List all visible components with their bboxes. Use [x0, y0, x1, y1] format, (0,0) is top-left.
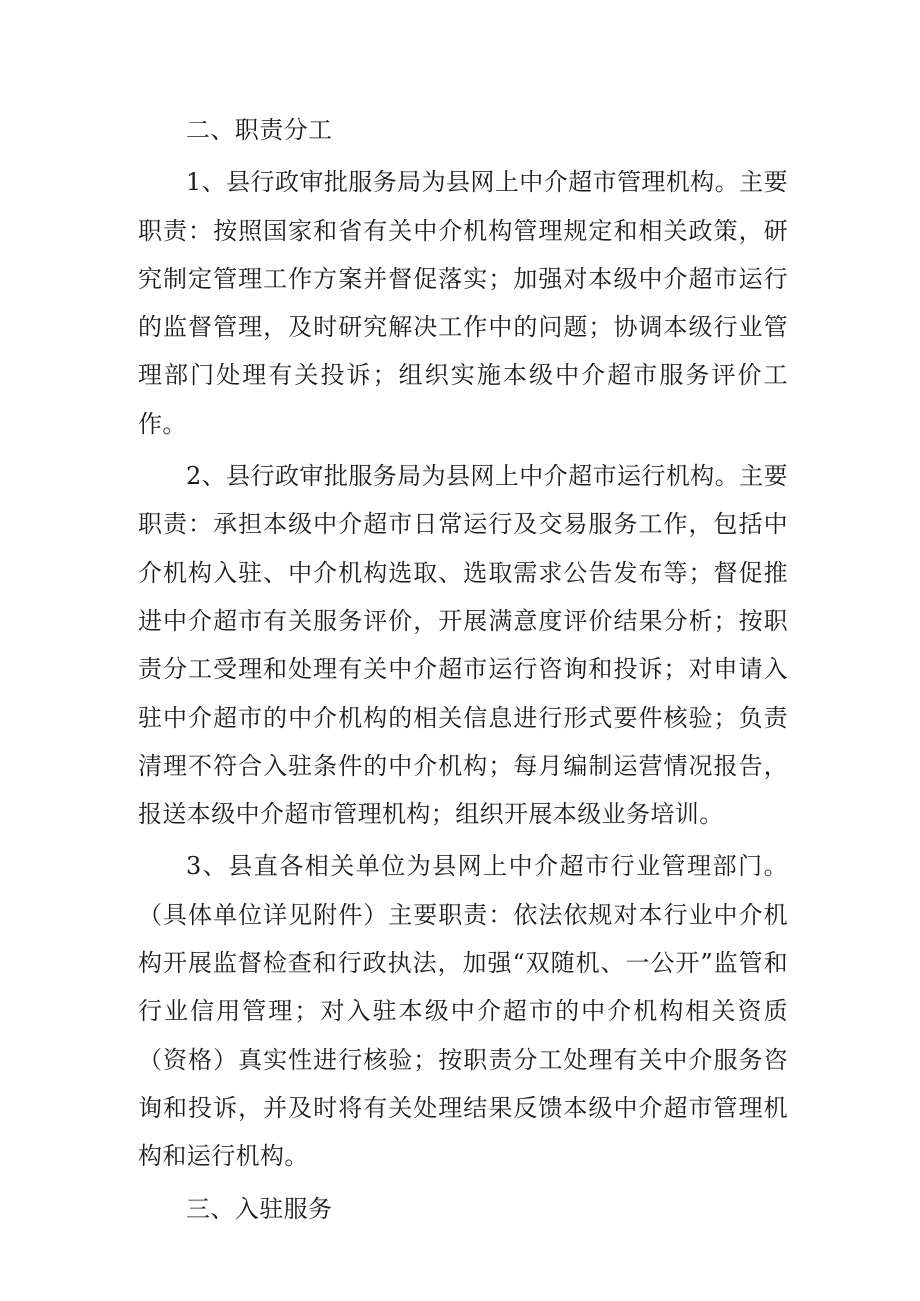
paragraph-industry-departments: 3、县直各相关单位为县网上中介超市行业管理部门。（具体单位详见附件）主要职责：依法依规对本行业中介机构开展监督检查和行政执法，加强“双随机、一公开”监管和行业信用管理；对入驻本级中介超市的中介机构相关资质（资格）真实性进行核验；按职责分工处理有关中介服务咨询和投诉，并及时将有关处理结果反馈本级中介超市管理机构和运行机构。: [138, 852, 788, 1171]
section-heading-entry-service: 三、入驻服务: [186, 1194, 333, 1223]
paragraph-operation-agency: 2、县行政审批服务局为县网上中介超市运行机构。主要职责：承担本级中介超市日常运行及交易服务工作，包括中介机构入驻、中介机构选取、选取需求公告发布等；督促推进中介超市有关服务评价，开展满意度评价结果分析；按职责分工受理和处理有关中介超市运行咨询和投诉；对申请入驻中介超市的中介机构的相关信息进行形式要件核验；负责清理不符合入驻条件的中介机构；每月编制运营情况报告，报送本级中介超市管理机构；组织开展本级业务培训。: [138, 462, 788, 829]
document-body: [138, 106, 788, 1233]
paragraph-management-agency: 1、县行政审批服务局为县网上中介超市管理机构。主要职责：按照国家和省有关中介机构管理规定和相关政策，研究制定管理工作方案并督促落实；加强对本级中介超市运行的监督管理，及时研究解决工作中的问题；协调本级行业管理部门处理有关投诉；组织实施本级中介超市服务评价工作。: [138, 168, 788, 438]
section-heading-duties: 二、职责分工: [186, 116, 333, 144]
